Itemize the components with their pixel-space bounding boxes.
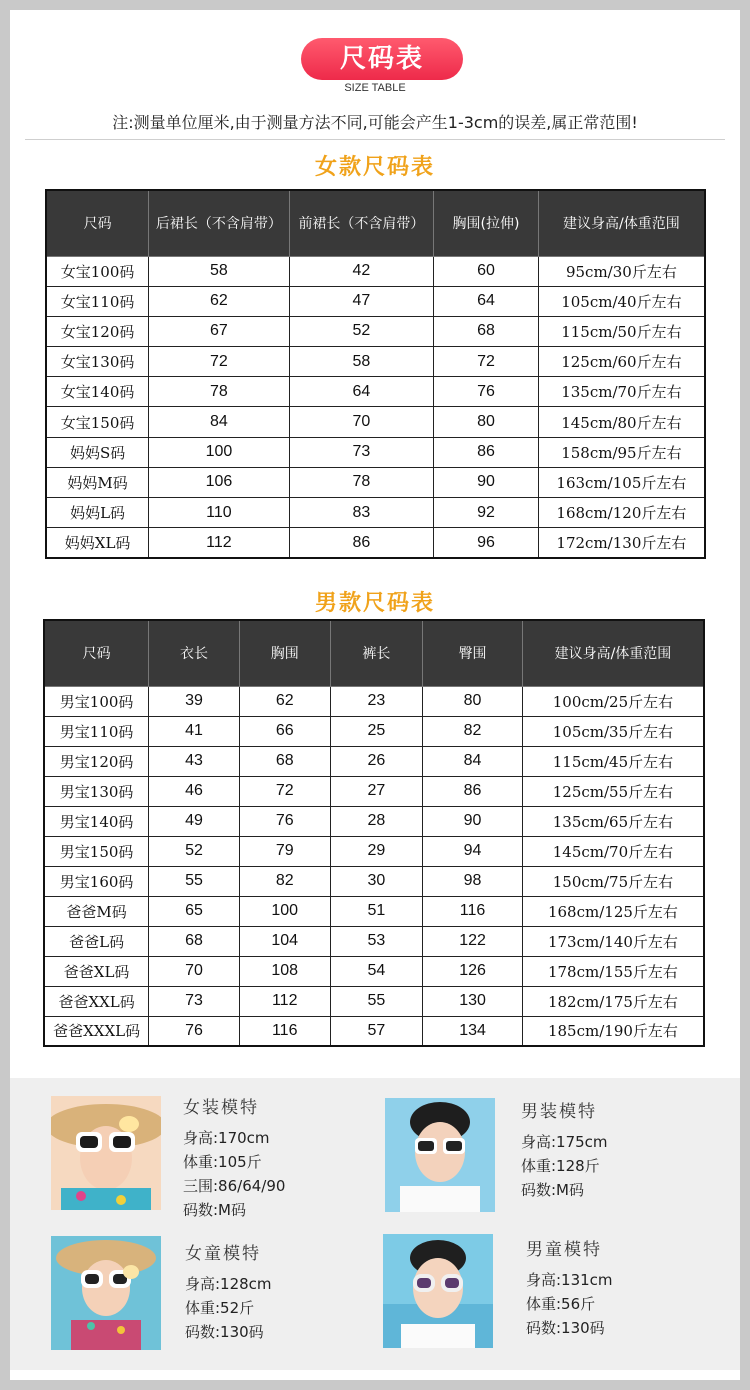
girl-model-weight: 体重:52斤 — [185, 1299, 255, 1317]
measure-cell: 86 — [434, 437, 539, 467]
recommend-cell: 95cm/30斤左右 — [538, 256, 705, 286]
recommend-cell: 135cm/65斤左右 — [522, 806, 704, 836]
measure-cell: 25 — [330, 716, 423, 746]
measure-cell: 70 — [149, 956, 240, 986]
measure-cell: 60 — [434, 256, 539, 286]
measure-cell: 53 — [330, 926, 423, 956]
page-subtitle: SIZE TABLE — [344, 82, 406, 94]
recommend-cell: 125cm/60斤左右 — [538, 347, 705, 377]
measure-cell: 41 — [149, 716, 240, 746]
column-header: 建议身高/体重范围 — [538, 190, 705, 256]
measure-cell: 42 — [289, 256, 434, 286]
recommend-cell: 125cm/55斤左右 — [522, 776, 704, 806]
measure-cell: 108 — [239, 956, 330, 986]
measure-cell: 29 — [330, 836, 423, 866]
size-label-cell: 女宝110码 — [46, 286, 149, 316]
recommend-cell: 135cm/70斤左右 — [538, 377, 705, 407]
measure-cell: 28 — [330, 806, 423, 836]
table-row — [46, 316, 705, 346]
size-label-cell: 爸爸L码 — [44, 926, 149, 956]
table-row — [44, 686, 704, 716]
table-row — [44, 1016, 704, 1046]
measure-cell: 86 — [423, 776, 523, 806]
size-label-cell: 女宝140码 — [46, 377, 149, 407]
measure-cell: 134 — [423, 1016, 523, 1046]
woman-model-title: 女装模特 — [183, 1098, 259, 1118]
recommend-cell: 173cm/140斤左右 — [522, 926, 704, 956]
recommend-cell: 150cm/75斤左右 — [522, 866, 704, 896]
measure-cell: 130 — [423, 986, 523, 1016]
measure-cell: 68 — [149, 926, 240, 956]
column-header: 衣长 — [149, 620, 240, 686]
measure-cell: 73 — [289, 437, 434, 467]
table-row — [46, 377, 705, 407]
girl-model-title: 女童模特 — [185, 1244, 261, 1264]
boy-model-info — [526, 1238, 613, 1340]
measure-cell: 65 — [149, 896, 240, 926]
measure-cell: 98 — [423, 866, 523, 896]
table-row — [44, 896, 704, 926]
measure-cell: 76 — [149, 1016, 240, 1046]
measure-cell: 100 — [239, 896, 330, 926]
measure-cell: 68 — [434, 316, 539, 346]
girl-model-size: 码数:130码 — [185, 1323, 264, 1341]
measure-cell: 122 — [423, 926, 523, 956]
man-model-size: 码数:M码 — [521, 1181, 584, 1199]
measure-cell: 116 — [423, 896, 523, 926]
boy-model-size: 码数:130码 — [526, 1319, 605, 1337]
measure-cell: 73 — [149, 986, 240, 1016]
measure-cell: 62 — [239, 686, 330, 716]
table-row — [44, 956, 704, 986]
woman-model-info — [183, 1096, 285, 1222]
girl-model-illustration — [51, 1236, 161, 1350]
girl-model-info — [185, 1242, 272, 1344]
table-row — [44, 866, 704, 896]
measure-cell: 106 — [149, 467, 290, 497]
table-row — [46, 347, 705, 377]
woman-model-illustration — [51, 1096, 161, 1210]
column-header: 尺码 — [44, 620, 149, 686]
woman-model-weight: 体重:105斤 — [183, 1153, 262, 1171]
size-label-cell: 男宝100码 — [44, 686, 149, 716]
measure-cell: 110 — [149, 498, 290, 528]
measure-cell: 78 — [149, 377, 290, 407]
measure-cell: 116 — [239, 1016, 330, 1046]
recommend-cell: 158cm/95斤左右 — [538, 437, 705, 467]
measure-cell: 82 — [423, 716, 523, 746]
woman-model-measurements: 三围:86/64/90 — [183, 1177, 286, 1195]
size-label-cell: 妈妈S码 — [46, 437, 149, 467]
measure-cell: 72 — [239, 776, 330, 806]
recommend-cell: 185cm/190斤左右 — [522, 1016, 704, 1046]
table-row — [46, 256, 705, 286]
measure-cell: 104 — [239, 926, 330, 956]
measure-cell: 55 — [330, 986, 423, 1016]
size-label-cell: 男宝120码 — [44, 746, 149, 776]
measure-cell: 49 — [149, 806, 240, 836]
recommend-cell: 105cm/40斤左右 — [538, 286, 705, 316]
measure-cell: 84 — [423, 746, 523, 776]
size-label-cell: 爸爸M码 — [44, 896, 149, 926]
table-header-row — [46, 190, 705, 256]
measure-cell: 58 — [149, 256, 290, 286]
measure-cell: 66 — [239, 716, 330, 746]
recommend-cell: 145cm/70斤左右 — [522, 836, 704, 866]
table-row — [46, 467, 705, 497]
recommend-cell: 168cm/125斤左右 — [522, 896, 704, 926]
measure-cell: 55 — [149, 866, 240, 896]
recommend-cell: 163cm/105斤左右 — [538, 467, 705, 497]
measure-cell: 46 — [149, 776, 240, 806]
measure-cell: 70 — [289, 407, 434, 437]
measure-cell: 80 — [434, 407, 539, 437]
measure-cell: 76 — [239, 806, 330, 836]
measure-cell: 68 — [239, 746, 330, 776]
man-model-title: 男装模特 — [521, 1102, 597, 1122]
recommend-cell: 115cm/50斤左右 — [538, 316, 705, 346]
size-label-cell: 男宝110码 — [44, 716, 149, 746]
measure-cell: 64 — [434, 286, 539, 316]
boy-model-photo — [383, 1234, 493, 1348]
table-header-row — [44, 620, 704, 686]
column-header: 裤长 — [330, 620, 423, 686]
table-row — [46, 498, 705, 528]
size-label-cell: 女宝130码 — [46, 347, 149, 377]
woman-model-photo — [51, 1096, 161, 1210]
measure-cell: 100 — [149, 437, 290, 467]
size-label-cell: 爸爸XL码 — [44, 956, 149, 986]
size-label-cell: 妈妈XL码 — [46, 528, 149, 558]
measure-cell: 90 — [434, 467, 539, 497]
table-row — [44, 746, 704, 776]
divider — [25, 139, 725, 140]
man-model-info — [521, 1100, 608, 1202]
measure-cell: 82 — [239, 866, 330, 896]
boy-model-weight: 体重:56斤 — [526, 1295, 596, 1313]
recommend-cell: 145cm/80斤左右 — [538, 407, 705, 437]
column-header: 后裙长（不含肩带） — [149, 190, 290, 256]
size-label-cell: 男宝140码 — [44, 806, 149, 836]
measure-cell: 58 — [289, 347, 434, 377]
man-model-weight: 体重:128斤 — [521, 1157, 600, 1175]
table-row — [46, 407, 705, 437]
measure-cell: 86 — [289, 528, 434, 558]
measure-cell: 94 — [423, 836, 523, 866]
women-section-title: 女款尺码表 — [314, 155, 435, 180]
measure-cell: 27 — [330, 776, 423, 806]
table-row — [44, 776, 704, 806]
table-row — [46, 286, 705, 316]
size-label-cell: 女宝100码 — [46, 256, 149, 286]
woman-model-size: 码数:M码 — [183, 1201, 246, 1219]
column-header: 臀围 — [423, 620, 523, 686]
size-label-cell: 男宝150码 — [44, 836, 149, 866]
size-label-cell: 爸爸XXXL码 — [44, 1016, 149, 1046]
measure-cell: 96 — [434, 528, 539, 558]
table-row — [46, 437, 705, 467]
measure-cell: 23 — [330, 686, 423, 716]
table-row — [44, 806, 704, 836]
size-label-cell: 妈妈L码 — [46, 498, 149, 528]
measure-cell: 90 — [423, 806, 523, 836]
man-model-height: 身高:175cm — [521, 1133, 608, 1151]
size-label-cell: 妈妈M码 — [46, 467, 149, 497]
girl-model-height: 身高:128cm — [185, 1275, 272, 1293]
table-row — [44, 716, 704, 746]
recommend-cell: 115cm/45斤左右 — [522, 746, 704, 776]
boy-model-illustration — [383, 1234, 493, 1348]
measure-cell: 67 — [149, 316, 290, 346]
column-header: 胸围(拉伸) — [434, 190, 539, 256]
measure-cell: 54 — [330, 956, 423, 986]
measure-cell: 30 — [330, 866, 423, 896]
table-row — [44, 836, 704, 866]
column-header: 胸围 — [239, 620, 330, 686]
measure-cell: 112 — [149, 528, 290, 558]
measure-cell: 52 — [149, 836, 240, 866]
women-size-table — [45, 189, 706, 559]
measure-cell: 39 — [149, 686, 240, 716]
measure-cell: 64 — [289, 377, 434, 407]
measure-cell: 57 — [330, 1016, 423, 1046]
measure-cell: 80 — [423, 686, 523, 716]
recommend-cell: 100cm/25斤左右 — [522, 686, 704, 716]
recommend-cell: 172cm/130斤左右 — [538, 528, 705, 558]
size-label-cell: 男宝130码 — [44, 776, 149, 806]
men-size-table — [43, 619, 705, 1047]
measure-cell: 52 — [289, 316, 434, 346]
measure-cell: 83 — [289, 498, 434, 528]
measure-cell: 62 — [149, 286, 290, 316]
column-header: 尺码 — [46, 190, 149, 256]
measure-cell: 26 — [330, 746, 423, 776]
table-row — [44, 986, 704, 1016]
table-row — [46, 528, 705, 558]
measure-cell: 72 — [434, 347, 539, 377]
measure-cell: 72 — [149, 347, 290, 377]
men-section-title: 男款尺码表 — [314, 591, 435, 616]
measure-cell: 84 — [149, 407, 290, 437]
size-label-cell: 爸爸XXL码 — [44, 986, 149, 1016]
recommend-cell: 105cm/35斤左右 — [522, 716, 704, 746]
recommend-cell: 168cm/120斤左右 — [538, 498, 705, 528]
table-row — [44, 926, 704, 956]
measure-cell: 92 — [434, 498, 539, 528]
man-model-photo — [385, 1098, 495, 1212]
measure-cell: 79 — [239, 836, 330, 866]
girl-model-photo — [51, 1236, 161, 1350]
column-header: 前裙长（不含肩带） — [289, 190, 434, 256]
man-model-illustration — [385, 1098, 495, 1212]
boy-model-title: 男童模特 — [526, 1240, 602, 1260]
page-title-badge: 尺码表 — [301, 38, 463, 80]
measure-cell: 47 — [289, 286, 434, 316]
measure-cell: 126 — [423, 956, 523, 986]
boy-model-height: 身高:131cm — [526, 1271, 613, 1289]
column-header: 建议身高/体重范围 — [522, 620, 704, 686]
size-label-cell: 女宝120码 — [46, 316, 149, 346]
measure-cell: 78 — [289, 467, 434, 497]
measure-cell: 76 — [434, 377, 539, 407]
measure-cell: 112 — [239, 986, 330, 1016]
measure-cell: 43 — [149, 746, 240, 776]
woman-model-height: 身高:170cm — [183, 1129, 270, 1147]
measurement-note: 注:测量单位厘米,由于测量方法不同,可能会产生1-3cm的误差,属正常范围! — [112, 113, 638, 132]
measure-cell: 51 — [330, 896, 423, 926]
recommend-cell: 182cm/175斤左右 — [522, 986, 704, 1016]
size-label-cell: 男宝160码 — [44, 866, 149, 896]
recommend-cell: 178cm/155斤左右 — [522, 956, 704, 986]
size-label-cell: 女宝150码 — [46, 407, 149, 437]
